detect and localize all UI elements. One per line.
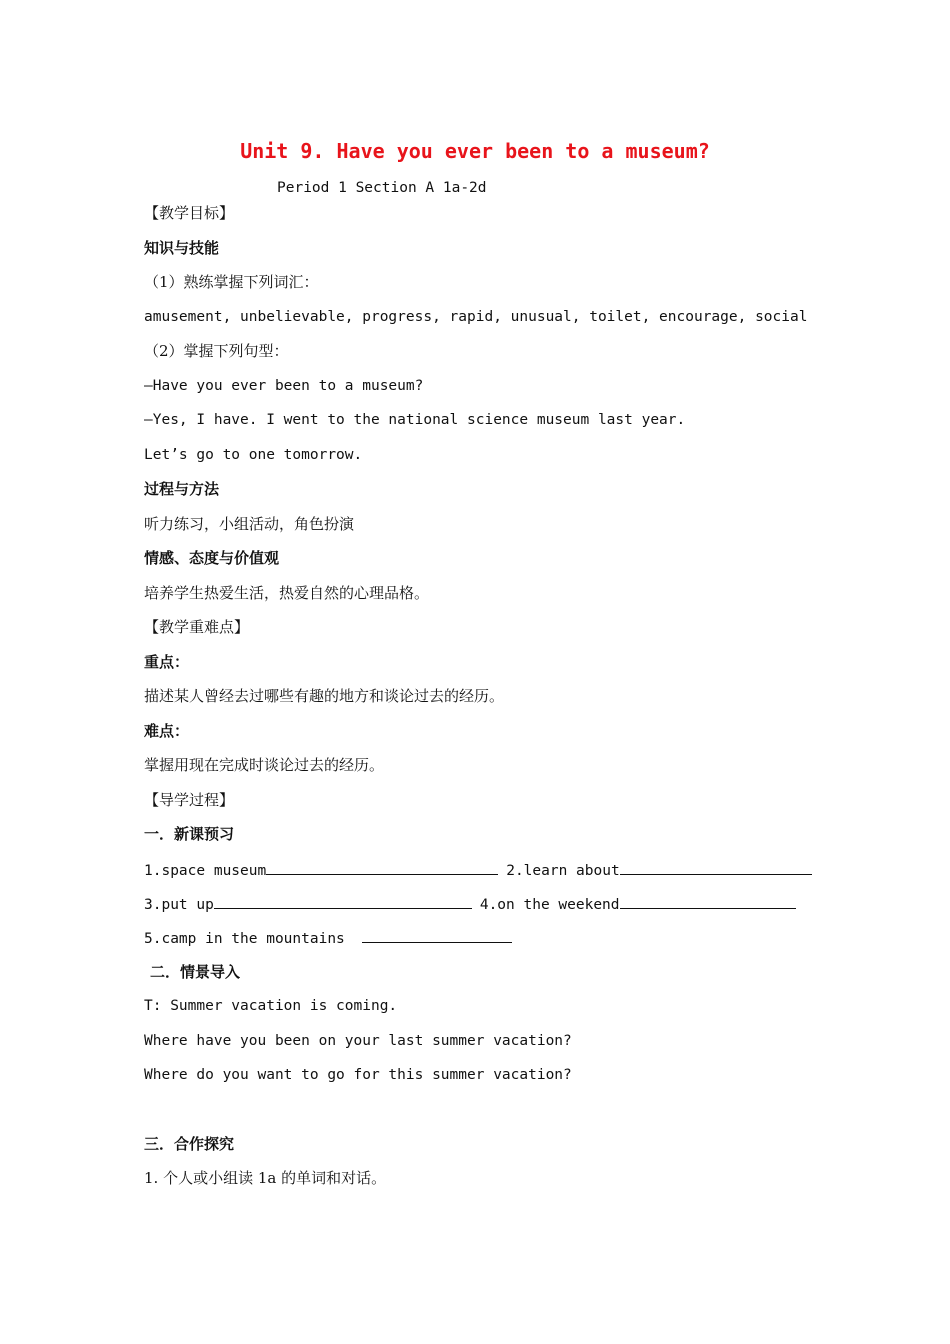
document-subtitle: Period 1 Section A 1a-2d [277, 180, 487, 196]
cooperate-heading: 三．合作探究 [144, 1135, 235, 1153]
vocab-label: （1）熟练掌握下列词汇： [144, 273, 319, 291]
sentence-label: （2）掌握下列句型： [144, 342, 289, 360]
answer-blank[interactable] [620, 893, 796, 909]
preview-row-3 [144, 927, 520, 949]
cooperate-line-1: 1. 个人或小组读 1a 的单词和对话。 [144, 1169, 387, 1187]
key-heading: 【教学重难点】 [144, 618, 250, 636]
sentence-1: —Have you ever been to a museum? [144, 378, 424, 394]
answer-blank[interactable] [620, 859, 812, 875]
preview-item-5: 5.camp in the mountains [144, 931, 354, 947]
answer-blank[interactable] [266, 859, 498, 875]
process-heading: 过程与方法 [144, 480, 220, 498]
focus-label: 重点： [144, 653, 190, 671]
answer-blank[interactable] [214, 893, 472, 909]
knowledge-heading: 知识与技能 [144, 239, 220, 257]
emotion-heading: 情感、态度与价值观 [144, 549, 280, 567]
emotion-text: 培养学生热爱生活，热爱自然的心理品格。 [144, 584, 430, 602]
focus-text: 描述某人曾经去过哪些有趣的地方和谈论过去的经历。 [144, 687, 505, 705]
sentence-3: Let’s go to one tomorrow. [144, 447, 363, 463]
difficulty-label: 难点： [144, 722, 190, 740]
preview-heading: 一．新课预习 [144, 825, 235, 843]
preview-item-3: 3.put up [144, 897, 214, 913]
process-text: 听力练习，小组活动，角色扮演 [144, 515, 355, 533]
situation-line-1: T: Summer vacation is coming. [144, 998, 398, 1014]
document-title: Unit 9. Have you ever been to a museum? [240, 139, 710, 163]
difficulty-text: 掌握用现在完成时谈论过去的经历。 [144, 756, 385, 774]
situation-line-2: Where have you been on your last summer vacation? [144, 1033, 572, 1049]
preview-row-1 [144, 859, 820, 881]
vocab-list: amusement, unbelievable, progress, rapid, unusual, toilet, encourage, social [144, 309, 808, 325]
answer-blank[interactable] [362, 927, 512, 943]
sentence-2: —Yes, I have. I went to the national science museum last year. [144, 412, 686, 428]
situation-line-3: Where do you want to go for this summer vacation? [144, 1067, 572, 1083]
guide-heading: 【导学过程】 [144, 791, 235, 809]
preview-item-4: 4.on the weekend [479, 897, 620, 913]
preview-item-2: 2.learn about [506, 863, 620, 879]
preview-item-1: 1.space museum [144, 863, 267, 879]
objectives-heading: 【教学目标】 [144, 204, 235, 222]
preview-row-2 [144, 893, 804, 915]
situation-heading: 二．情景导入 [150, 963, 241, 981]
